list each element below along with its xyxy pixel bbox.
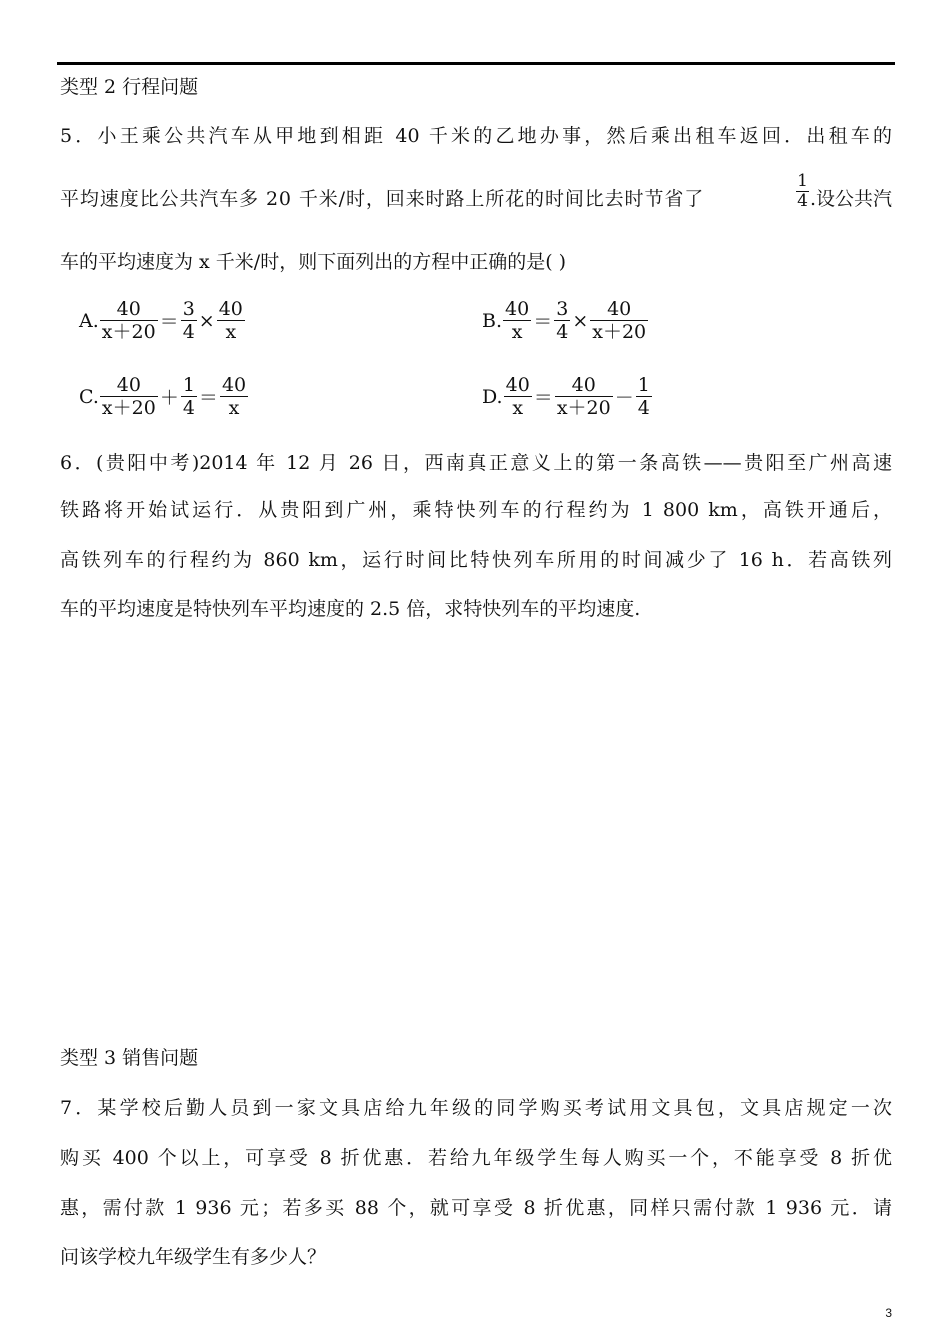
option-a-op-2: × [198,309,215,332]
option-d-op-1: ＝ [533,387,553,409]
q6-line-3: 高铁列车的行程约为 860 km，运行时间比特快列车所用的时间减少了 16 h．若高铁列 [60,549,892,571]
num: 3 [182,298,195,320]
num: 40 [505,374,530,396]
q5-option-a [79,298,246,343]
den: x [511,321,523,343]
option-a-label: A. [79,309,99,332]
option-b-op-2: × [572,309,589,332]
section-3-heading: 类型 3 销售问题 [60,1047,199,1069]
page-number: 3 [885,1306,892,1320]
q5-option-d [482,374,653,419]
q6-line-1: 6．(贵阳中考)2014 年 12 月 26 日，西南真正意义上的第一条高铁——贵阳至广州高速 [60,452,892,474]
q7-line-3: 惠，需付款 1 936 元；若多买 88 个，就可享受 8 折优惠，同样只需付款 1 936 元．请 [60,1197,892,1219]
q7-line-1: 7．某学校后勤人员到一家文具店给九年级的同学购买考试用文具包，文具店规定一次 [60,1097,892,1119]
q5-option-b [482,298,649,343]
option-a-op-1: ＝ [159,311,179,333]
den: x＋20 [101,321,156,343]
option-c-label: C. [79,385,99,408]
q5-frac-den: 4 [797,191,808,211]
den: 4 [556,321,569,343]
den: 4 [637,397,650,419]
den: 4 [182,397,195,419]
q5-line-2-pre: 平均速度比公共汽车多 20 千米/时，回来时路上所花的时间比去时节省了 [60,187,705,210]
option-a-frac-3 [217,298,245,343]
option-b-op-1: ＝ [533,311,553,333]
num: 40 [505,298,530,320]
option-d-frac-2 [555,374,613,419]
option-b-frac-2 [554,298,570,343]
den: x＋20 [101,397,156,419]
q5-frac-num: 1 [797,171,808,191]
num: 3 [556,298,569,320]
option-d-label: D. [482,385,503,408]
num: 40 [221,374,247,396]
den: x＋20 [592,321,647,343]
option-d-frac-3 [636,374,652,419]
q5-line-1: 5．小王乘公共汽车从甲地到相距 40 千米的乙地办事，然后乘出租车返回．出租车的 [60,125,892,147]
q5-option-c [79,374,249,419]
q6-line-2: 铁路将开始试运行．从贵阳到广州，乘特快列车的行程约为 1 800 km，高铁开通后， [60,499,892,521]
option-d-op-2: － [614,387,634,409]
q5-line-2 [60,171,892,211]
option-c-frac-2 [181,374,197,419]
q7-line-4: 问该学校九年级学生有多少人？ [60,1246,327,1268]
q6-line-4: 车的平均速度是特快列车平均速度的 2.5 倍，求特快列车的平均速度. [60,598,641,620]
den: x＋20 [556,397,611,419]
option-c-frac-3 [220,374,248,419]
q5-line-2-post: .设公共汽 [809,187,892,210]
option-c-op-1: ＋ [159,387,179,409]
den: x [228,397,240,419]
option-b-label: B. [482,309,503,332]
num: 1 [637,374,650,396]
option-a-frac-1 [100,298,158,343]
q5-line-3: 车的平均速度为 x 千米/时，则下面列出的方程中正确的是( ) [60,251,567,273]
den: 4 [182,321,195,343]
q5-fraction [796,172,809,211]
top-rule [57,62,895,65]
option-d-frac-1 [504,374,532,419]
option-b-frac-1 [503,298,531,343]
num: 40 [590,298,648,321]
den: x [225,321,237,343]
num: 40 [100,374,158,397]
q7-line-2: 购买 400 个以上，可享受 8 折优惠．若给九年级学生每人购买一个，不能享受 8 折优 [60,1147,892,1169]
num: 40 [100,298,158,321]
option-a-frac-2 [181,298,197,343]
option-b-frac-3 [590,298,648,343]
num: 1 [182,374,195,396]
num: 40 [555,374,613,397]
num: 40 [218,298,243,320]
option-c-op-2: ＝ [198,387,218,409]
section-2-heading: 类型 2 行程问题 [60,76,199,98]
den: x [512,397,524,419]
option-c-frac-1 [100,374,158,419]
